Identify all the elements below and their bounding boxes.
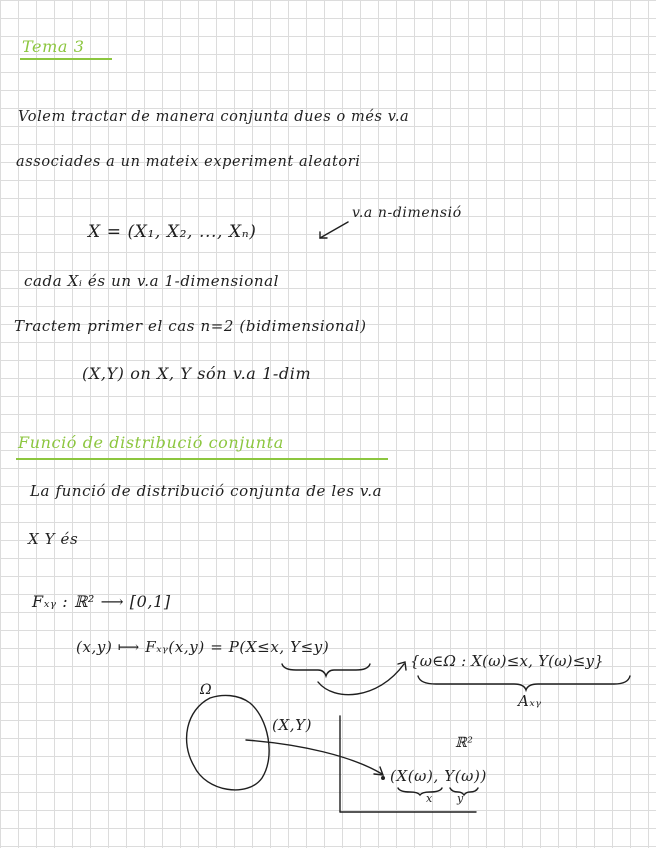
underbrace-set [418, 676, 630, 690]
page-heading: Tema 3 [22, 37, 85, 56]
vector-formula: X = (X₁, X₂, ..., Xₙ) [88, 222, 257, 242]
first-case-line: Tractem primer el cas n=2 (bidimensional) [14, 317, 367, 335]
definition-line-1: La funció de distribució conjunta de les v.a [30, 482, 383, 500]
each-component-line: cada Xᵢ és un v.a 1-dimensional [24, 272, 280, 290]
section-title: Funció de distribució conjunta [18, 433, 284, 452]
set-label: Aₓᵧ [518, 692, 542, 710]
r2-label: ℝ² [455, 735, 474, 751]
note-arrow [320, 222, 348, 238]
underbrace-x [398, 788, 442, 795]
image-point-label: (X(ω), Y(ω)) [390, 767, 487, 785]
omega-blob [187, 695, 270, 789]
image-point-dot [381, 776, 385, 780]
underbrace-p [282, 664, 370, 676]
vector-note: v.a n-dimensió [352, 205, 462, 221]
x-under-label: x [426, 792, 433, 805]
pair-label: (X,Y) [272, 716, 313, 734]
pair-line: (X,Y) on X, Y són v.a 1-dim [82, 364, 312, 383]
intro-line-1: Volem tractar de manera conjunta dues o més v.a [18, 109, 410, 125]
map-line: Fₓᵧ : ℝ² ⟶ [0,1] [32, 592, 171, 611]
formula-set: {ω∈Ω : X(ω)≤x, Y(ω)≤y} [410, 652, 604, 670]
definition-line-2: X Y és [28, 530, 79, 548]
y-under-label: y [457, 792, 464, 805]
underbrace-y [450, 788, 478, 795]
intro-line-2: associades a un mateix experiment aleatori [16, 154, 361, 170]
curve-arrow [318, 664, 404, 695]
formula-lhs: (x,y) ⟼ Fₓᵧ(x,y) = P(X≤x, Y≤y) [76, 638, 330, 656]
omega-label: Ω [200, 682, 213, 698]
